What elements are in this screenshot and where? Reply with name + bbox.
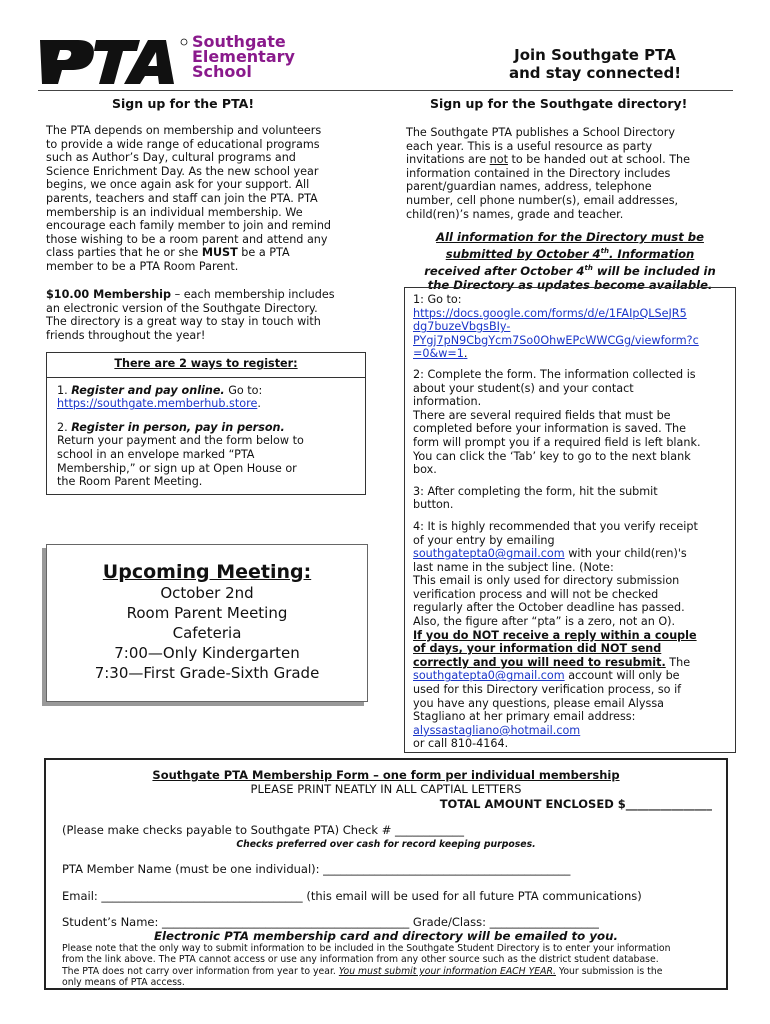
form-title: Southgate PTA Membership Form – one form per individual membership xyxy=(152,768,620,782)
school-line: Southgate xyxy=(192,32,286,51)
upcoming-meeting-box xyxy=(46,544,368,702)
form-subtitle: PLEASE PRINT NEATLY IN ALL CAPTIAL LETTERS xyxy=(250,782,522,796)
join-line: Join Southgate PTA xyxy=(514,46,676,64)
total-amount-field[interactable]: TOTAL AMOUNT ENCLOSED $_______________ xyxy=(439,797,712,811)
cash-note: Checks preferred over cash for record keeping purposes. xyxy=(236,839,536,850)
header-divider xyxy=(38,90,733,91)
ways-title: There are 2 ways to register: xyxy=(114,357,298,370)
register-ways-box: There are 2 ways to register: 1. Register and pay online. Go to: https://southgate.memberhub.store. 2. Register in person, pay in person. Return your payment and the form below to school in an envelope marked “PTA Membership,” or sign up at Open House or the Room Parent Meeting. xyxy=(46,352,366,495)
join-banner xyxy=(470,46,720,82)
school-line: Elementary xyxy=(192,47,295,66)
pta-signup-heading: Sign up for the PTA! xyxy=(112,96,255,111)
meeting-line: Cafeteria xyxy=(172,624,242,642)
check-number-field[interactable]: (Please make checks payable to Southgate PTA) Check # ____________ xyxy=(62,823,465,837)
google-form-link[interactable]: https://docs.google.com/forms/d/e/1FAIpQLSeJR5 dg7buzeVbgsBIy- PYgj7pN9CbgYcm7So0OhwEPcWWCGg/viewform?c =0&w=1. xyxy=(413,306,699,361)
meeting-line: 7:30—First Grade-Sixth Grade xyxy=(94,664,320,682)
deadline-notice: All information for the Directory must be submitted by October 4th. Information received after October 4th will be included in the Directory as updates become available. xyxy=(424,230,716,292)
directory-signup-heading: Sign up for the Southgate directory! xyxy=(430,96,688,111)
membership-info: $10.00 Membership – each membership includes an electronic version of the Southgate Directory. The directory is a great way to stay in touch with friends throughout the year! xyxy=(46,288,335,342)
memberhub-link[interactable]: https://southgate.memberhub.store xyxy=(57,397,258,411)
school-name xyxy=(192,34,295,79)
meeting-title: Upcoming Meeting: xyxy=(102,561,312,583)
pta-email-link[interactable]: southgatepta0@gmail.com xyxy=(413,547,565,561)
meeting-line: 7:00—Only Kindergarten xyxy=(114,644,300,662)
pta-intro: The PTA depends on membership and volunteers to provide a wide range of educational programs such as Author’s Day, cultural programs and Science Enrichment Day. As the new school year begins, we once again ask for your support. All parents, teachers and staff can join the PTA. PTA membership is an individual membership. We encourage each family member to join and remind those wishing to be a room parent and attend any class parties that he or she MUST be a PTA member to be a PTA Room Parent. xyxy=(46,124,332,273)
directory-intro: The Southgate PTA publishes a School Directory each year. This is a useful resource as party invitations are not to be handed out at school. The information contained in the Directory includes parent/guardian names, address, telephone number, cell phone number(s), email addresses, child(ren)’s names, grade and teacher. xyxy=(406,126,690,221)
submission-note: Please note that the only way to submit information to be included in the Southgate Student Directory is to enter your information from the link above. The PTA cannot access or use any information from any other source such as the district student database. The PTA does not carry over information from year to year. You must submit your information EACH YEAR. Your submission is the only means of PTA access. xyxy=(62,943,671,989)
alyssa-email-link[interactable]: alyssastagliano@hotmail.com xyxy=(413,723,581,737)
meeting-line: Room Parent Meeting xyxy=(126,604,288,622)
school-line: School xyxy=(192,62,252,81)
join-line: and stay connected! xyxy=(508,64,682,82)
student-name-field[interactable]: Student’s Name: ___________________________________________ Grade/Class: ___________________ xyxy=(62,915,599,929)
email-field[interactable]: Email: ___________________________________ (this email will be used for all future PTA communications) xyxy=(62,889,642,903)
membership-form xyxy=(44,758,728,990)
meeting-line: October 2nd xyxy=(160,584,254,602)
member-name-field[interactable]: PTA Member Name (must be one individual): ___________________________________________ xyxy=(62,862,571,876)
electronic-card-note: Electronic PTA membership card and directory will be emailed to you. xyxy=(153,929,619,943)
pta-logo xyxy=(38,30,188,86)
directory-steps-box: 1: Go to: https://docs.google.com/forms/d/e/1FAIpQLSeJR5 dg7buzeVbgsBIy- PYgj7pN9CbgYcm7So0OhwEPcWWCGg/viewform?c =0&w=1. 2: Complete the form. The information collected is about your student(s) and your contact information. There are several required fields that must be completed before your information is saved. The form will prompt you if a required field is left blank. You can click the ‘Tab’ key to go to the next blank box. 3: After completing the form, hit the submit button. 4: It is highly recommended that you verify receipt of your entry by emailing southgatepta0@gmail.com with your child(ren)'s last name in the subject line. (Note: This email is only used for directory submission verification process and will not be checked regularly after the October deadline has passed. Also, the figure after “pta” is a zero, not an O). If you do NOT receive a reply within a couple of days, your information did NOT send correctly and you will need to resubmit. The southgatepta0@gmail.com account will only be used for this Directory verification process, so if you have any questions, please email Alyssa Stagliano at her primary email address: alyssastagliano@hotmail.com or call 810-4164. xyxy=(404,287,736,753)
pta-email-link-2[interactable]: southgatepta0@gmail.com xyxy=(413,669,565,683)
